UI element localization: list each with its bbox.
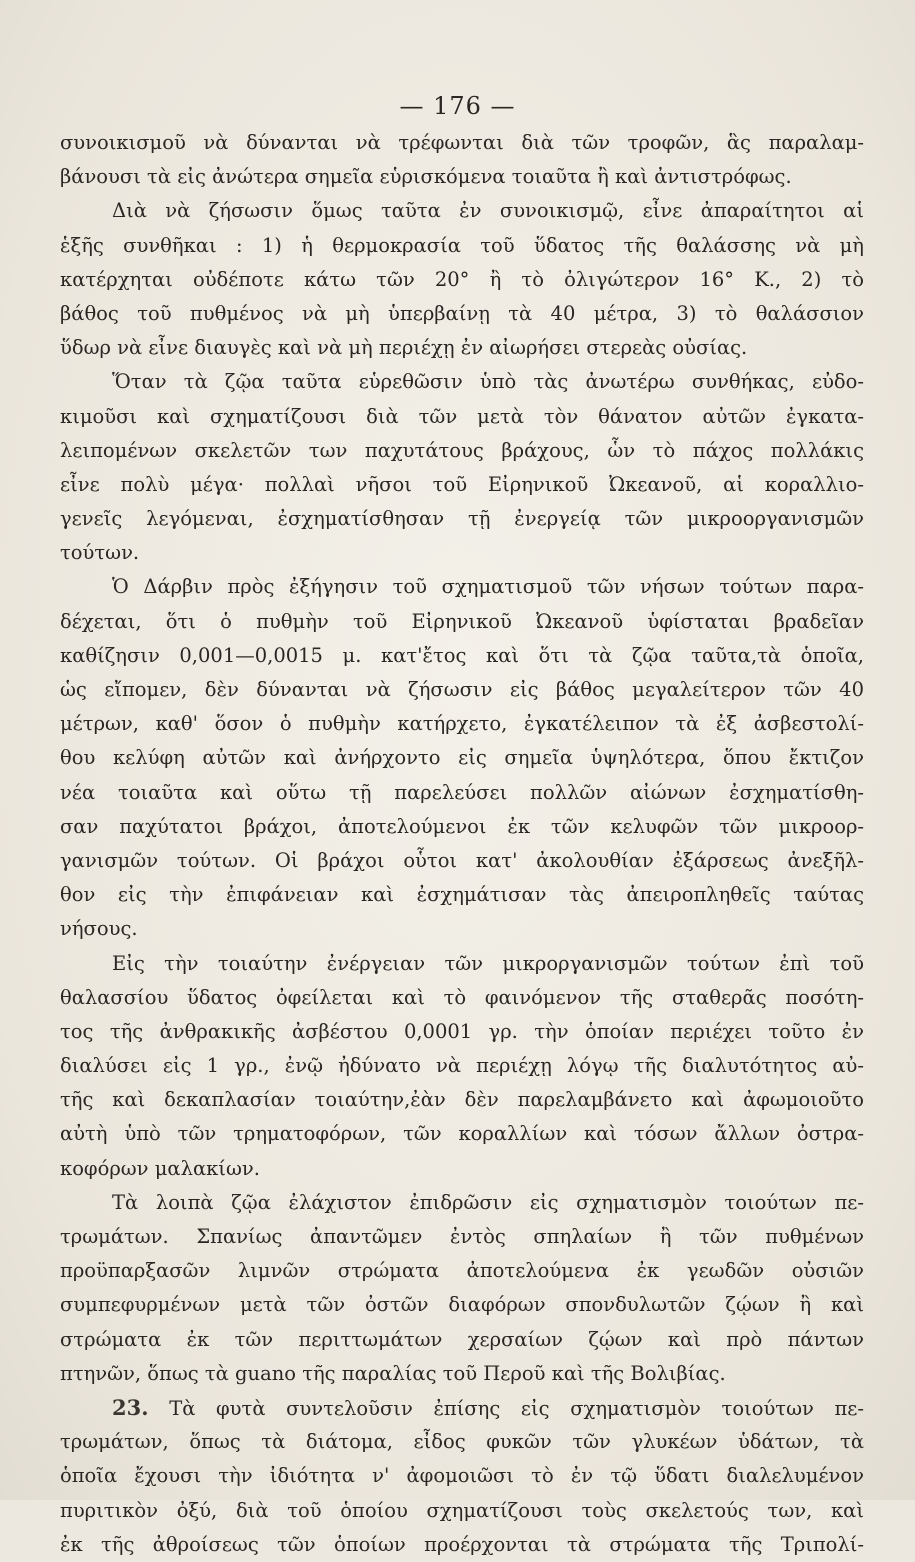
text-line-content: εἶνε πολὺ μέγα· πολλαὶ νῆσοι τοῦ Εἰρηνικοῦ Ὠκεανοῦ, αἱ κοραλλιο-: [60, 472, 864, 496]
text-line-content: στρώματα ἐκ τῶν περιττωμάτων χερσαίων ζῴων καὶ πρὸ πάντων: [60, 1327, 864, 1351]
text-line: [60, 1186, 864, 1220]
text-line-content: μέτρων, καθ' ὅσον ὁ πυθμὴν κατήρχετο, ἐγκατέλειπον τὰ ἐξ ἀσβεστολί-: [60, 712, 864, 736]
text-line-content: ὡς εἴπομεν, δὲν δύνανται νὰ ζήσωσιν εἰς βάθος μεγαλείτερον τῶν 40: [60, 678, 864, 701]
text-line-content: ὁποῖα ἔχουσι τὴν ἰδιότητα ν' ἀφομοιῶσι τὸ ἐν τῷ ὕδατι διαλελυμένον: [60, 1464, 864, 1488]
text-line: [60, 981, 864, 1015]
text-line: [60, 878, 864, 912]
text-line-content: δέχεται, ὅτι ὁ πυθμὴν τοῦ Εἰρηνικοῦ Ὠκεανοῦ ὑφίσταται βραδεῖαν: [60, 609, 864, 633]
text-line-content: τῆς καὶ δεκαπλασίαν τοιαύτην,ἐὰν δὲν παρελαμβάνετο καὶ ἀφωμοιοῦτο: [60, 1088, 864, 1112]
text-line: [60, 365, 864, 399]
text-line-content: ἐκ τῆς ἀθροίσεως τῶν ὁποίων προέρχονται τὰ στρώματα τῆς Τριπολί-: [60, 1532, 864, 1556]
text-line: [60, 639, 864, 673]
text-line-content: νέα τοιαῦτα καὶ οὕτω τῇ παρελεύσει πολλῶν αἰώνων ἐσχηματίσθη-: [60, 780, 864, 804]
text-line-content: τρωμάτων, ὅπως τὰ διάτομα, εἶδος φυκῶν τῶν γλυκέων ὑδάτων, τὰ: [60, 1430, 864, 1454]
text-line: [60, 1015, 864, 1049]
text-line-content: Τὰ λοιπὰ ζῷα ἐλάχιστον ἐπιδρῶσιν εἰς σχηματισμὸν τοιούτων πε-: [112, 1190, 864, 1214]
text-line-content: τρωμάτων. Σπανίως ἀπαντῶμεν ἐντὸς σπηλαίων ἢ τῶν πυθμένων: [60, 1225, 864, 1248]
text-line: [60, 1459, 864, 1493]
text-line: [60, 741, 864, 775]
text-line-content: θον εἰς τὴν ἐπιφάνειαν καὶ ἐσχημάτισαν τὰς ἀπειροπληθεῖς ταύτας: [60, 883, 864, 907]
text-line-content: κιμοῦσι καὶ σχηματίζουσι διὰ τῶν μετὰ τὸν θάνατον αὐτῶν ἐγκατα-: [60, 404, 864, 428]
text-line: [60, 160, 864, 194]
text-line: [60, 194, 864, 228]
text-line: [60, 434, 864, 468]
text-line-content: ὕδωρ νὰ εἶνε διαυγὲς καὶ νὰ μὴ περιέχῃ ἐν αἰωρήσει στερεὰς οὐσίας.: [60, 336, 748, 360]
text-line-content: συμπεφυρμένων μετὰ τῶν ὀστῶν διαφόρων σπονδυλωτῶν ζῴων ἢ καὶ: [60, 1293, 864, 1317]
text-line-content: προϋπαρξασῶν λιμνῶν στρώματα ἀποτελούμενα ἐκ γεωδῶν οὐσιῶν: [60, 1259, 864, 1283]
text-line-content: σαν παχύτατοι βράχοι, ἀποτελούμενοι ἐκ τῶν κελυφῶν τῶν μικροορ-: [60, 814, 864, 838]
text-line: [60, 707, 864, 741]
text-line: [60, 1357, 864, 1391]
text-line-content: γανισμῶν τούτων. Οἱ βράχοι οὗτοι κατ' ἀκολουθίαν ἐξάρσεως ἀνεξῆλ-: [60, 848, 864, 872]
text-line-content: κατέρχηται οὐδέποτε κάτω τῶν 20° ἢ τὸ ὀλιγώτερον 16° Κ., 2) τὸ: [60, 267, 864, 291]
body-text: [60, 126, 864, 1562]
text-line: [60, 1254, 864, 1288]
text-line: [60, 1220, 864, 1254]
text-line-content: κοφόρων μαλακίων.: [60, 1156, 260, 1180]
text-line: [60, 844, 864, 878]
text-line: [60, 263, 864, 297]
text-line-content: θαλασσίου ὕδατος ὀφείλεται καὶ τὸ φαινόμενον τῆς σταθερᾶς ποσότη-: [60, 985, 864, 1009]
text-line: [60, 912, 864, 946]
text-line-content: Τὰ φυτὰ συντελοῦσιν ἐπίσης εἰς σχηματισμὸν τοιούτων πε-: [169, 1396, 864, 1420]
text-line: [60, 570, 864, 604]
text-line: [60, 400, 864, 434]
text-line: [60, 297, 864, 331]
text-line-content: αὐτὴ ὑπὸ τῶν τρηματοφόρων, τῶν κοραλλίων καὶ τόσων ἄλλων ὀστρα-: [60, 1122, 864, 1146]
text-line: [60, 1425, 864, 1459]
text-line-content: ἑξῆς συνθῆκαι : 1) ἡ θερμοκρασία τοῦ ὕδατος τῆς θαλάσσης νὰ μὴ: [60, 233, 864, 257]
text-line: [60, 605, 864, 639]
text-line-content: γενεῖς λεγόμεναι, ἐσχηματίσθησαν τῇ ἐνεργείᾳ τῶν μικροοργανισμῶν: [60, 507, 864, 531]
text-line: [60, 776, 864, 810]
text-line: [60, 468, 864, 502]
text-line-content: Ὁ Δάρβιν πρὸς ἐξήγησιν τοῦ σχηματισμοῦ τῶν νήσων τούτων παρα-: [112, 575, 864, 599]
text-line: [60, 673, 864, 707]
text-line-content: διαλύσει εἰς 1 γρ., ἐνῷ ἠδύνατο νὰ περιέχῃ λόγῳ τῆς διαλυτότητος αὐ-: [60, 1054, 864, 1078]
text-line-content: πυριτικὸν ὀξύ, διὰ τοῦ ὁποίου σχηματίζουσι τοὺς σκελετούς των, καὶ: [60, 1498, 864, 1522]
text-line: [60, 1391, 864, 1425]
section-number: 23.: [112, 1394, 149, 1420]
text-line-content: συνοικισμοῦ νὰ δύνανται νὰ τρέφωνται διὰ τῶν τροφῶν, ἃς παραλαμ-: [60, 131, 864, 154]
text-line-content: βάνουσι τὰ εἰς ἀνώτερα σημεῖα εὑρισκόμενα τοιαῦτα ἢ καὶ ἀντιστρόφως.: [60, 165, 792, 189]
text-line-content: Διὰ νὰ ζήσωσιν ὅμως ταῦτα ἐν συνοικισμῷ, εἶνε ἀπαραίτητοι αἱ: [112, 199, 864, 223]
text-line: [60, 126, 864, 160]
page-number: — 176 —: [399, 92, 516, 120]
text-line-content: θου κελύφη αὐτῶν καὶ ἀνήρχοντο εἰς σημεῖα ὑψηλότερα, ὅπου ἔκτιζον: [60, 746, 864, 770]
text-line-content: βάθος τοῦ πυθμένος νὰ μὴ ὑπερβαίνῃ τὰ 40 μέτρα, 3) τὸ θαλάσσιον: [60, 301, 864, 325]
text-line: [60, 1528, 864, 1562]
text-line: [60, 331, 864, 365]
text-line: [60, 810, 864, 844]
text-line-content: τος τῆς ἀνθρακικῆς ἀσβέστου 0,0001 γρ. τὴν ὁποίαν περιέχει τοῦτο ἐν: [60, 1019, 864, 1043]
text-line: [60, 947, 864, 981]
text-line-content: Ὅταν τὰ ζῷα ταῦτα εὑρεθῶσιν ὑπὸ τὰς ἀνωτέρω συνθήκας, εὐδο-: [112, 370, 864, 394]
text-line-content: καθίζησιν 0,001—0,0015 μ. κατ'ἔτος καὶ ὅτι τὰ ζῷα ταῦτα,τὰ ὁποῖα,: [60, 643, 864, 667]
text-line-content: τούτων.: [60, 541, 140, 565]
text-line: [60, 536, 864, 570]
text-line: [60, 1049, 864, 1083]
text-line: [60, 1117, 864, 1151]
text-line-content: πτηνῶν, ὅπως τὰ guano τῆς παραλίας τοῦ Περοῦ καὶ τῆς Βολιβίας.: [60, 1361, 726, 1385]
text-line: [60, 1323, 864, 1357]
text-line-content: νήσους.: [60, 917, 138, 941]
text-line: [60, 1288, 864, 1322]
text-line: [60, 502, 864, 536]
text-line-content: λειπομένων σκελετῶν των παχυτάτους βράχους, ὧν τὸ πάχος πολλάκις: [60, 438, 864, 462]
text-line: [60, 229, 864, 263]
text-line: [60, 1494, 864, 1528]
text-line: [60, 1152, 864, 1186]
text-line-content: Εἰς τὴν τοιαύτην ἐνέργειαν τῶν μικροργανισμῶν τούτων ἐπὶ τοῦ: [112, 951, 864, 975]
text-line: [60, 1083, 864, 1117]
